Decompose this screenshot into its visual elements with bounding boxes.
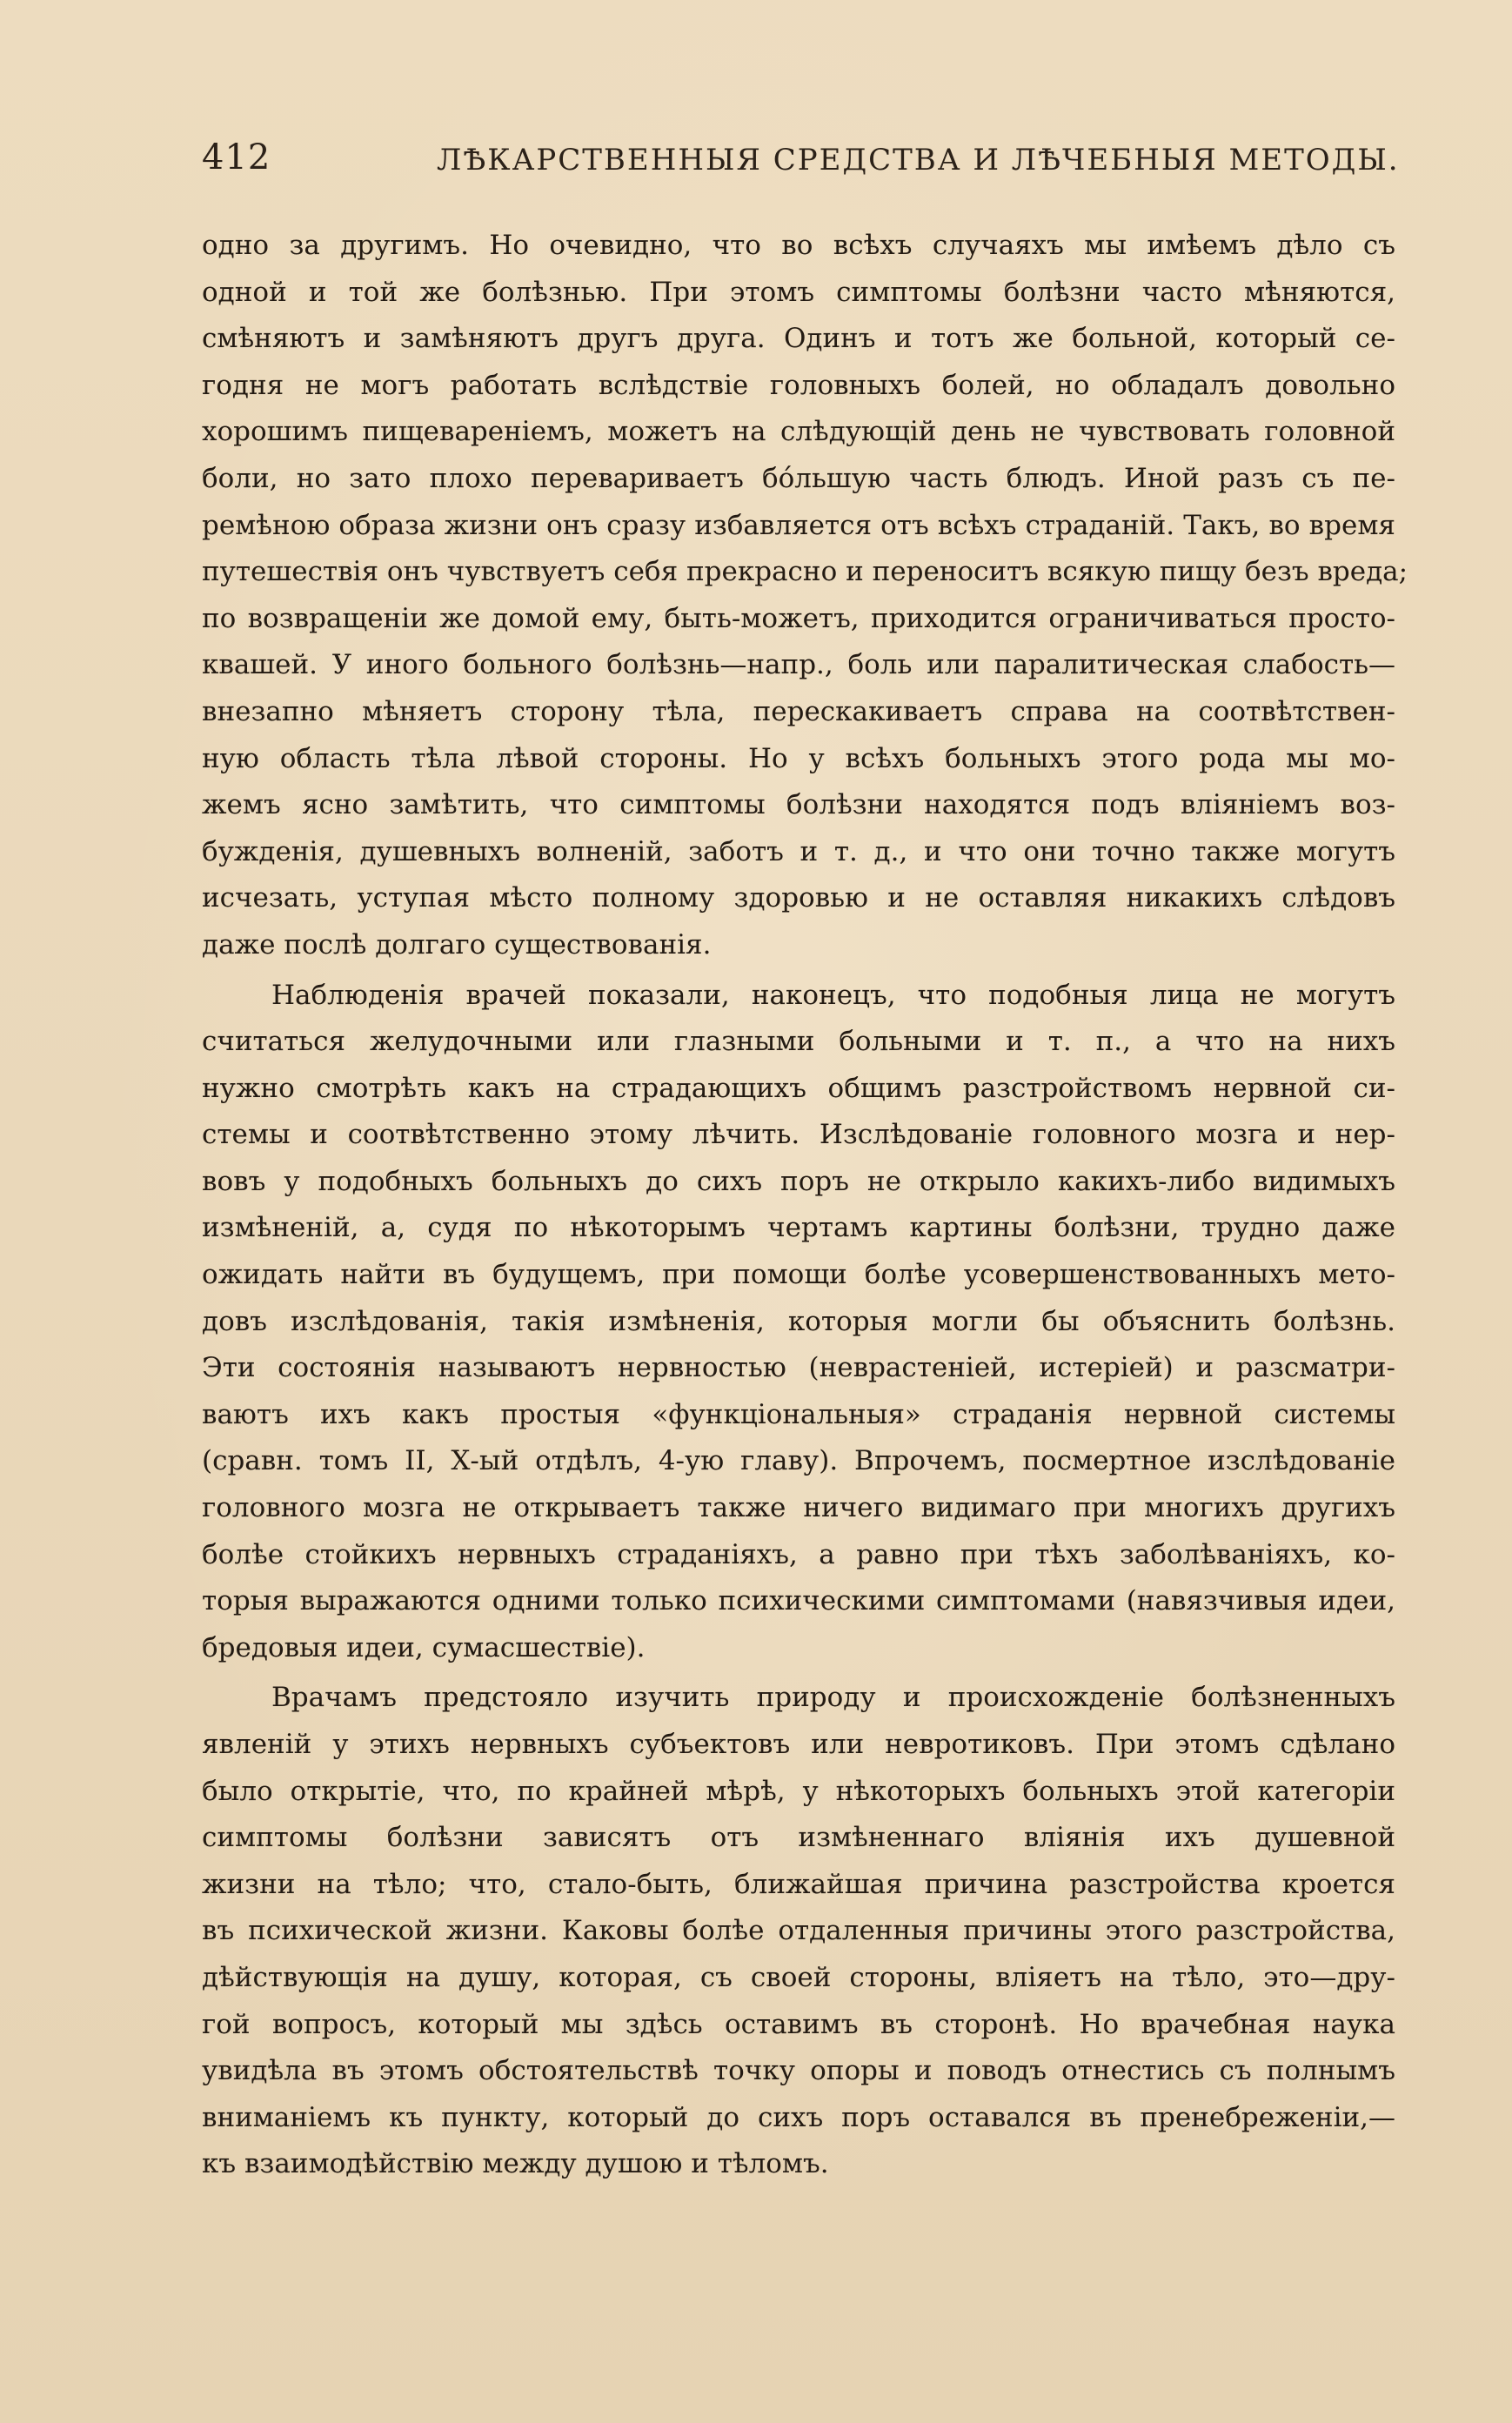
- text-line: нужно смотрѣть какъ на страдающихъ общимъ разстройствомъ нервной си-: [202, 1072, 1395, 1104]
- text-line: въ психической жизни. Каковы болѣе отдаленныя причины этого разстройства,: [202, 1915, 1395, 1947]
- text-line: ваютъ ихъ какъ простыя «функціональныя» страданія нервной системы: [202, 1398, 1395, 1430]
- text-line: вовъ у подобныхъ больныхъ до сихъ поръ не открыло какихъ-либо видимыхъ: [202, 1165, 1395, 1197]
- text-line: (сравн. томъ II, Х-ый отдѣлъ, 4-ую главу). Впрочемъ, посмертное изслѣдованіе: [202, 1445, 1395, 1477]
- text-line: боли, но зато плохо перевариваетъ бо́льшую часть блюдъ. Иной разъ съ пе-: [202, 462, 1395, 494]
- page-header: [202, 137, 1408, 186]
- text-line: смѣняютъ и замѣняютъ другъ друга. Одинъ и тотъ же больной, который се-: [202, 323, 1395, 355]
- text-line: ремѣною образа жизни онъ сразу избавляется отъ всѣхъ страданій. Такъ, во время: [202, 509, 1395, 541]
- text-line: жемъ ясно замѣтить, что симптомы болѣзни находятся подъ вліяніемъ воз-: [202, 789, 1395, 821]
- text-line: довъ изслѣдованія, такія измѣненія, которыя могли бы объяснить болѣзнь.: [202, 1305, 1395, 1337]
- text-line: одно за другимъ. Но очевидно, что во всѣхъ случаяхъ мы имѣемъ дѣло съ: [202, 230, 1395, 261]
- text-line: считаться желудочными или глазными больными и т. п., а что на нихъ: [202, 1026, 1395, 1058]
- text-line: къ взаимодѣйствію между душою и тѣломъ.: [202, 2148, 829, 2180]
- paragraph-1: [202, 223, 1408, 969]
- text-line: болѣе стойкихъ нервныхъ страданіяхъ, а равно при тѣхъ заболѣваніяхъ, ко-: [202, 1538, 1395, 1570]
- text-line: головного мозга не открываетъ также ничего видимаго при многихъ другихъ: [202, 1492, 1395, 1524]
- text-line: ожидать найти въ будущемъ, при помощи болѣе усовершенствованныхъ мето-: [202, 1259, 1395, 1291]
- text-line: исчезать, уступая мѣсто полному здоровью и не оставляя никакихъ слѣдовъ: [202, 882, 1395, 914]
- text-line: жизни на тѣло; что, стало-быть, ближайшая причина разстройства кроется: [202, 1868, 1395, 1900]
- text-line: Наблюденія врачей показали, наконецъ, что подобныя лица не могутъ: [271, 979, 1395, 1011]
- text-line: Врачамъ предстояло изучить природу и происхожденіе болѣзненныхъ: [271, 1682, 1395, 1714]
- text-line: квашей. У иного больного болѣзнь—напр., боль или паралитическая слабость—: [202, 649, 1395, 681]
- text-line: путешествія онъ чувствуетъ себя прекрасно и переноситъ всякую пищу безъ вреда;: [202, 556, 1408, 588]
- text-line: гой вопросъ, который мы здѣсь оставимъ въ сторонѣ. Но врачебная наука: [202, 2008, 1395, 2040]
- text-line: торыя выражаются одними только психическими симптомами (навязчивыя идеи,: [202, 1585, 1395, 1617]
- text-line: стемы и соотвѣтственно этому лѣчить. Изслѣдованіе головного мозга и нер-: [202, 1119, 1395, 1151]
- text-line: явленій у этихъ нервныхъ субъектовъ или невротиковъ. При этомъ сдѣлано: [202, 1729, 1395, 1760]
- text-line: дѣйствующія на душу, которая, съ своей стороны, вліяетъ на тѣло, это—дру-: [202, 1961, 1395, 1993]
- running-title: ЛѢКАРСТВЕННЫЯ СРЕДСТВА И ЛѢЧЕБНЫЯ МЕТОДЫ.: [437, 143, 1400, 177]
- text-line: бредовыя идеи, сумасшествіе).: [202, 1631, 646, 1663]
- text-line: внезапно мѣняетъ сторону тѣла, перескакиваетъ справа на соотвѣтствен-: [202, 695, 1395, 727]
- paragraph-3: [202, 1675, 1395, 2188]
- text-line: симптомы болѣзни зависятъ отъ измѣненнаго вліянія ихъ душевной: [202, 1822, 1395, 1854]
- text-line: увидѣла въ этомъ обстоятельствѣ точку опоры и поводъ отнестись съ полнымъ: [202, 2055, 1395, 2087]
- page-number: 412: [202, 137, 271, 177]
- text-line: по возвращеніи же домой ему, быть-можетъ, приходится ограничиваться просто-: [202, 602, 1395, 634]
- text-line: хорошимъ пищевареніемъ, можетъ на слѣдующій день не чувствовать головной: [202, 416, 1395, 448]
- body-text: [202, 223, 1408, 2188]
- text-line: было открытіе, что, по крайней мѣрѣ, у нѣкоторыхъ больныхъ этой категоріи: [202, 1775, 1395, 1807]
- paragraph-2: [202, 973, 1395, 1672]
- text-line: вниманіемъ къ пункту, который до сихъ поръ оставался въ пренебреженіи,—: [202, 2101, 1395, 2133]
- text-line: измѣненій, а, судя по нѣкоторымъ чертамъ картины болѣзни, трудно даже: [202, 1212, 1395, 1244]
- text-line: ную область тѣла лѣвой стороны. Но у всѣхъ больныхъ этого рода мы мо-: [202, 742, 1395, 774]
- text-line: бужденія, душевныхъ волненій, заботъ и т. д., и что они точно также могутъ: [202, 835, 1395, 867]
- text-line: одной и той же болѣзнью. При этомъ симптомы болѣзни часто мѣняются,: [202, 276, 1395, 308]
- text-line: Эти состоянія называютъ нервностью (неврастеніей, истеріей) и разсматри-: [202, 1352, 1395, 1384]
- text-line: даже послѣ долгаго существованія.: [202, 928, 712, 960]
- text-line: годня не могъ работать вслѣдствіе головныхъ болей, но обладалъ довольно: [202, 369, 1395, 401]
